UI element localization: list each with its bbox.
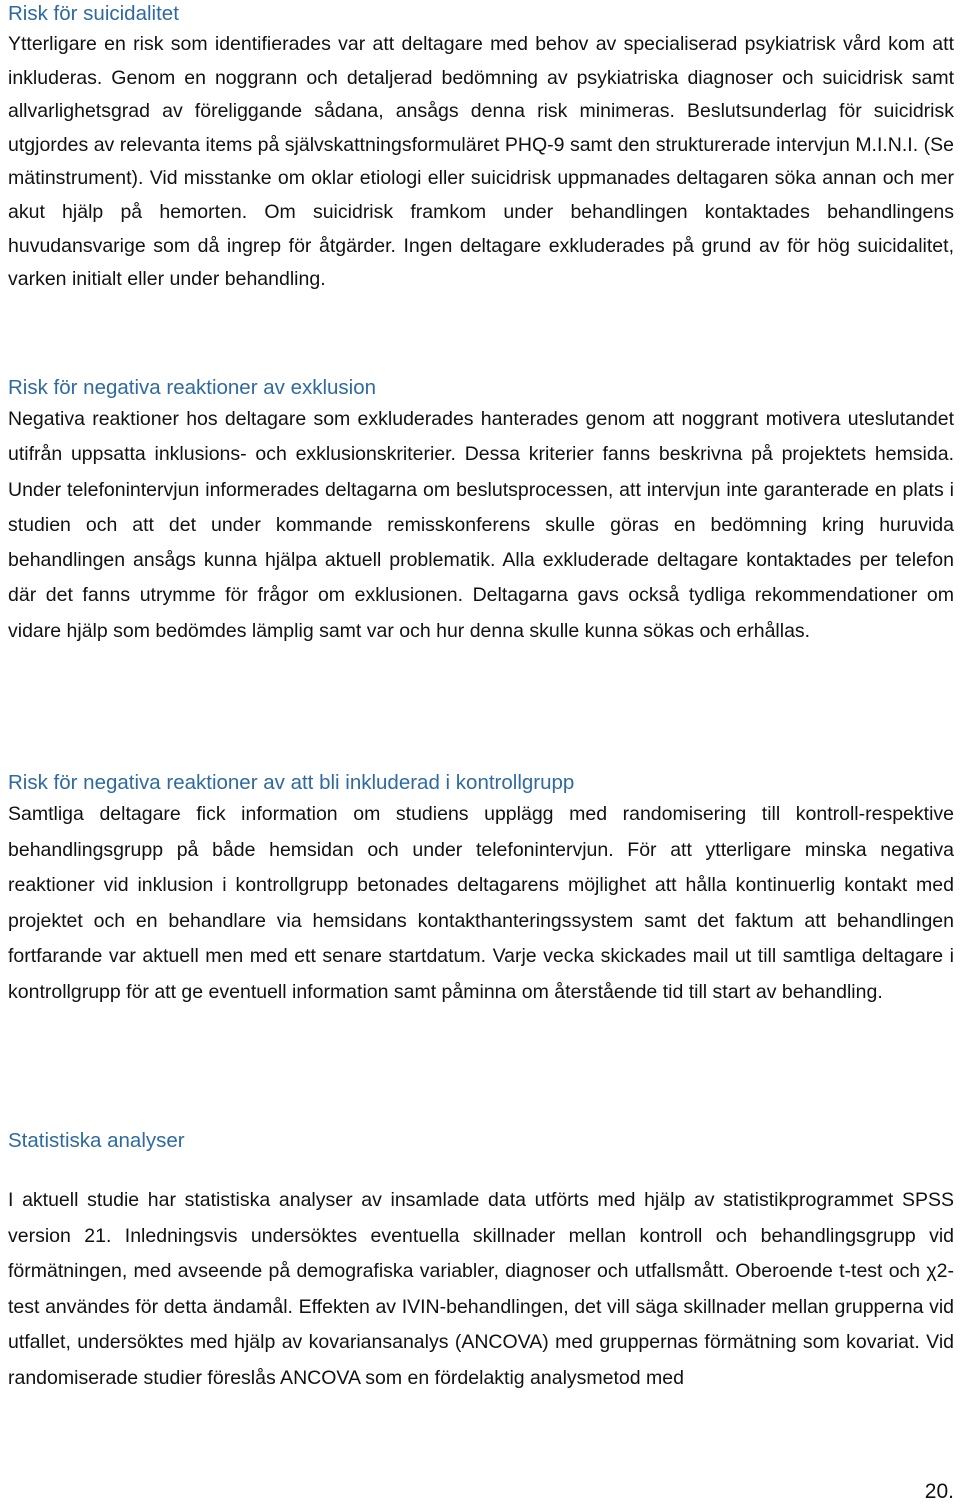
section-suicidality	[8, 0, 954, 297]
section-paragraph: Ytterligare en risk som identifierades var att deltagare med behov av specialiserad psykiatrisk vård kom att inkluderas. Genom en noggrann och detaljerad bedömning av psykiatriska diagnoser och suicidrisk samt allvarlighetsgrad av föreliggande sådana, ansågs denna risk minimeras. Beslutsunderlag för suicidrisk utgjordes av relevanta items på självskattningsformuläret PHQ-9 samt den strukturerade intervjun M.I.N.I. (Se mätinstrument). Vid misstanke om oklar etiologi eller suicidrisk uppmanades deltagaren söka annan och mer akut hjälp på hemorten. Om suicidrisk framkom under behandlingen kontaktades behandlingens huvudansvarige som då ingrep för åtgärder. Ingen deltagare exkluderades på grund av för hög suicidalitet, varken initialt eller under behandling.	[8, 33, 954, 291]
section-paragraph: I aktuell studie har statistiska analyser av insamlade data utförts med hjälp av statistikprogrammet SPSS version 21. Inledningsvis undersöktes eventuella skillnader mellan kontroll och behandlingsgrupp vid förmätningen, med avseende på demografiska variabler, diagnoser och utfallsmått. Oberoende t-test och χ2-test användes för detta ändamål. Effekten av IVIN-behandlingen, det vill säga skillnader mellan grupperna vid utfallet, undersöktes med hjälp av kovariansanalys (ANCOVA) med gruppernas förmätning som kovariat. Vid randomiserade studier föreslås ANCOVA som en fördelaktig analysmetod med	[8, 1189, 954, 1389]
section-heading: Risk för negativa reaktioner av exklusion	[8, 376, 377, 399]
section-heading: Statistiska analyser	[8, 1129, 185, 1152]
section-paragraph: Samtliga deltagare fick information om studiens upplägg med randomisering till kontroll-respektive behandlingsgrupp på både hemsidan och under telefonintervjun. För att ytterligare minska negativa reaktioner vid inklusion i kontrollgrupp betonades deltagarens möjlighet att hålla kontinuerlig kontakt med projektet och en behandlare via hemsidans kontakthanteringssystem samt det faktum att behandlingen fortfarande var aktuell men med ett senare startdatum. Varje vecka skickades mail ut till samtliga deltagare i kontrollgrupp för att ge eventuell information samt påminna om återstående tid till start av behandling.	[8, 803, 954, 1003]
section-exclusion-reactions	[8, 374, 954, 649]
page-number: 20.	[924, 1480, 954, 1503]
section-heading: Risk för negativa reaktioner av att bli inkluderad i kontrollgrupp	[8, 771, 575, 794]
section-statistical-analyses	[8, 1127, 954, 1396]
section-control-group-reactions	[8, 769, 954, 1011]
section-paragraph: Negativa reaktioner hos deltagare som exkluderades hanterades genom att noggrant motivera uteslutandet utifrån uppsatta inklusions- och exklusionskriterier. Dessa kriterier fanns beskrivna på projektets hemsida. Under telefonintervjun informerades deltagarna om beslutsprocessen, att intervjun inte garanterade en plats i studien och att det under kommande remisskonferens skulle göras en bedömning kring huruvida behandlingen ansågs kunna hjälpa aktuell problematik. Alla exkluderade deltagare kontaktades per telefon där det fanns utrymme för frågor om exklusionen. Deltagarna gavs också tydliga rekommendationer om vidare hjälp som bedömdes lämplig samt var och hur denna skulle kunna sökas och erhållas.	[8, 408, 954, 642]
section-heading: Risk för suicidalitet	[8, 2, 179, 25]
